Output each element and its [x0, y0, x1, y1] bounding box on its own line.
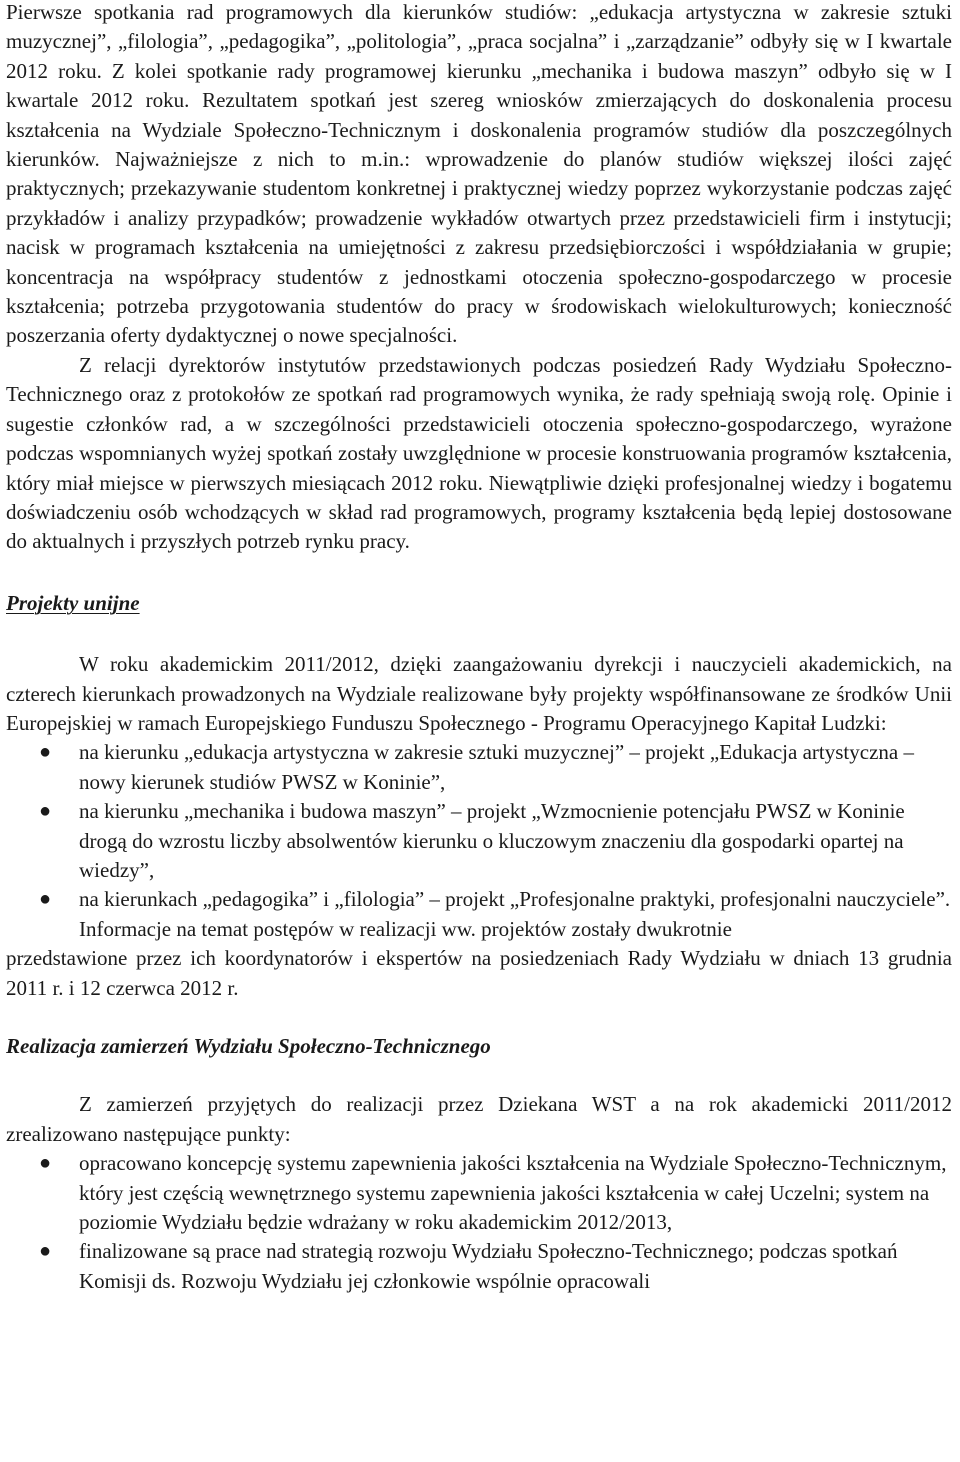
list-item-text: na kierunku „mechanika i budowa maszyn” – projekt „Wzmocnienie potencjału PWSZ w Koninie drogą do wzrostu liczby absolwentów kierunku o kluczowym znaczeniu dla gospodarki opartej na wiedzy”, — [79, 799, 905, 882]
list-item-text: na kierunkach „pedagogika” i „filologia” – projekt „Profesjonalne praktyki, profesjonalni nauczyciele”. — [79, 887, 951, 912]
section-heading-realizacja-zamierzen: Realizacja zamierzeń Wydziału Społeczno-Technicznego — [6, 1034, 491, 1058]
bullet-icon: ● — [39, 1240, 52, 1263]
bullet-icon: ● — [39, 800, 52, 823]
paragraph-relacje-dyrektorow: Z relacji dyrektorów instytutów przedstawionych podczas posiedzeń Rady Wydziału Społeczno-Technicznego oraz z protokołów ze spotkań rad programowych wynika, że rady spełniają swoją rolę. Opinie i sugestie członków rad, a w szczególności przedstawicieli otoczenia społeczno-gospodarczego, wyrażone podczas wspomnianych wyżej spotkań zostały uwzględnione w procesie konstruowania programów kształcenia, który miał miejsce w pierwszych miesiącach 2012 roku. Niewątpliwie dzięki profesjonalnej wiedzy i bogatemu doświadczeniu osób wchodzących w skład rad programowych, programy kształcenia będą lepiej dostosowane do aktualnych i przyszłych potrzeb rynku pracy. — [6, 352, 952, 554]
paragraph-projekty-intro: W roku akademickim 2011/2012, dzięki zaangażowaniu dyrekcji i nauczycieli akademickich, na czterech kierunkach prowadzonych na Wydziale realizowane były projekty współfinansowane ze środków Unii Europejskiej w ramach Europejskiego Funduszu Społecznego - Programu Operacyjnego Kapitał Ludzki: — [6, 652, 952, 735]
paragraph-informacje-rest: przedstawione przez ich koordynatorów i ekspertów na posiedzeniach Rady Wydziału w dniach 13 grudnia 2011 r. i 12 czerwca 2012 r. — [6, 946, 952, 1000]
paragraph-realizacja-intro: Z zamierzeń przyjętych do realizacji przez Dziekana WST a na rok akademicki 2011/2012 zrealizowano następujące punkty: — [6, 1092, 952, 1146]
list-item-text: na kierunku „edukacja artystyczna w zakresie sztuki muzycznej” – projekt „Edukacja artystyczna – nowy kierunek studiów PWSZ w Koninie”, — [79, 740, 914, 794]
document-page — [6, 0, 952, 1296]
paragraph-rady-programowe: Pierwsze spotkania rad programowych dla kierunków studiów: „edukacja artystyczna w zakresie sztuki muzycznej”, „filologia”, „pedagogika”, „politologia”, „praca socjalna” i „zarządzanie” odbyły się w I kwartale 2012 roku. Z kolei spotkanie rady programowej kierunku „mechanika i budowa maszyn” odbyło się w I kwartale 2012 roku. Rezultatem spotkań jest szereg wniosków zmierzających do doskonalenia procesu kształcenia na Wydziale Społeczno-Technicznym i doskonalenia programów studiów dla poszczególnych kierunków. Najważniejsze z nich to m.in.: wprowadzenie do planów studiów większej ilości zajęć praktycznych; przekazywanie studentom konkretnej i praktycznej wiedzy poprzez wykorzystanie podczas zajęć przykładów i analizy przypadków; prowadzenie wykładów otwartych przez przedstawicieli firm i instytucji; nacisk w programach kształcenia na umiejętności z zakresu przedsiębiorczości i współdziałania w grupie; koncentracja na współpracy studentów z jednostkami otoczenia społeczno-gospodarczego w procesie kształcenia; potrzeba przygotowania studentów do pracy w środowiskach wielokulturowych; konieczność poszerzania oferty dydaktycznej o nowe specjalności. — [6, 0, 952, 348]
bullet-icon: ● — [39, 1152, 52, 1175]
projekty-list — [6, 738, 952, 914]
list-item-text: opracowano koncepcję systemu zapewnienia jakości kształcenia na Wydziale Społeczno-Technicznym, który jest częścią wewnętrznego systemu zapewnienia jakości kształcenia w całej Uczelni; system na poziomie Wydziału będzie wdrażany w roku akademickim 2012/2013, — [79, 1151, 947, 1235]
list-item — [6, 1237, 952, 1296]
paragraph-informacje-first-line: Informacje na temat postępów w realizacji ww. projektów zostały dwukrotnie — [79, 916, 732, 941]
list-item — [6, 738, 952, 797]
section-heading-projekty-unijne: Projekty unijne — [6, 590, 140, 615]
bullet-icon: ● — [39, 741, 52, 764]
realizacja-list — [6, 1149, 952, 1296]
bullet-icon: ● — [39, 888, 52, 911]
list-item — [6, 797, 952, 885]
list-item-text: finalizowane są prace nad strategią rozwoju Wydziału Społeczno-Technicznego; podczas spotkań Komisji ds. Rozwoju Wydziału jej członkowie wspólnie opracowali — [79, 1239, 898, 1293]
list-item — [6, 1149, 952, 1237]
list-item — [6, 885, 952, 914]
